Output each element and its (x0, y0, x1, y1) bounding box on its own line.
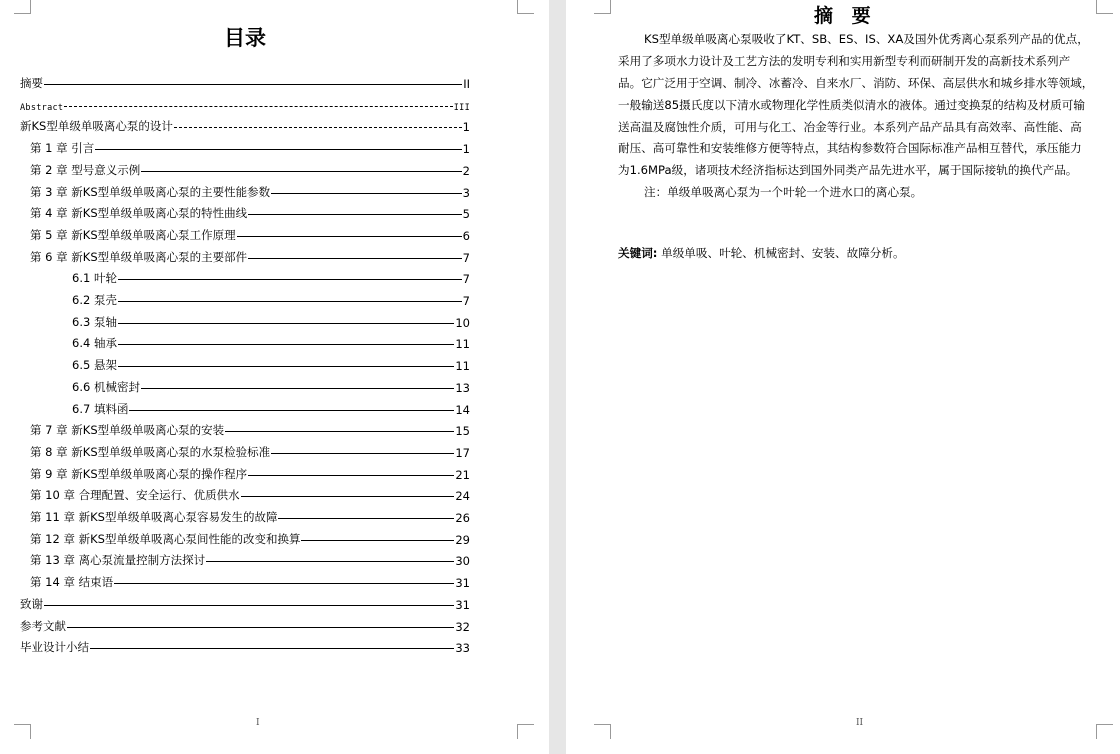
toc-entry-page: III (453, 102, 470, 113)
page-corner-mark (594, 0, 611, 14)
toc-entry[interactable] (20, 637, 470, 655)
toc-entry[interactable] (30, 529, 470, 547)
toc-entry[interactable] (30, 182, 470, 200)
abstract-line: 送高温及腐蚀性介质，可用与化工、冶金等行业。本系列产品产品具有高效率、高性能、高 (618, 120, 1082, 134)
toc-entry[interactable] (30, 225, 470, 243)
toc-entry-label: 第 5 章 新KS型单级单吸离心泵工作原理 (30, 227, 236, 242)
abstract-line: 品。它广泛用于空调、制冷、冰蓄冷、自来水厂、消防、环保、高层供水和城乡排水等领域， (618, 76, 1094, 90)
toc-entry-page: 10 (455, 315, 470, 330)
toc-entry-label: 6.7 填料函 (72, 401, 129, 416)
toc-entry-label: 第 10 章 合理配置、安全运行、优质供水 (30, 488, 240, 503)
toc-leader (67, 627, 454, 628)
toc-leader (64, 106, 452, 107)
toc-entry[interactable] (30, 138, 470, 156)
toc-leader (118, 301, 462, 302)
toc-entry[interactable] (30, 572, 470, 590)
toc-entry-page: 29 (455, 532, 470, 547)
toc-entry-label: 第 3 章 新KS型单级单吸离心泵的主要性能参数 (30, 184, 271, 199)
keywords-text: 单级单吸、叶轮、机械密封、安装、故障分析。 (661, 246, 905, 260)
toc-entry-label: 第 12 章 新KS型单级单吸离心泵间性能的改变和换算 (30, 531, 301, 546)
toc-entry-label: 第 13 章 离心泵流量控制方法探讨 (30, 553, 206, 568)
toc-entry-label: 第 7 章 新KS型单级单吸离心泵的安装 (30, 423, 225, 438)
toc-leader (248, 475, 454, 476)
page-corner-mark (517, 0, 534, 14)
abstract-line: 注：单级单吸离心泵为一个叶轮一个进水口的离心泵。 (644, 185, 923, 199)
toc-entry-page: 21 (455, 467, 470, 482)
toc-entry-page: 32 (455, 619, 470, 634)
toc-entry-page: 24 (455, 489, 470, 504)
toc-entry-label: 第 14 章 结束语 (30, 575, 114, 590)
toc-entry[interactable] (20, 594, 470, 612)
toc-entry-label: 第 8 章 新KS型单级单吸离心泵的水泵检验标准 (30, 444, 271, 459)
toc-entry-label: 毕业设计小结 (20, 640, 89, 655)
abstract-title: 摘 要 (814, 5, 877, 27)
toc-entry-page: 31 (455, 597, 470, 612)
abstract-page (566, 0, 1120, 754)
page-number: II (856, 718, 864, 728)
toc-entry[interactable] (72, 355, 470, 373)
toc-entry-label: 致谢 (20, 596, 43, 611)
toc-entry-page: II (463, 77, 470, 91)
toc-leader (248, 214, 462, 215)
toc-entry-label: Abstract (20, 102, 64, 113)
toc-entry[interactable] (30, 550, 470, 568)
toc-leader (271, 453, 454, 454)
toc-entry[interactable] (72, 333, 470, 351)
toc-entry[interactable] (20, 116, 470, 134)
toc-entry-page: 11 (455, 337, 470, 352)
toc-entry-page: 31 (455, 576, 470, 591)
toc-entry-label: 6.2 泵壳 (72, 293, 117, 307)
toc-entry-label: 摘要 (20, 76, 43, 90)
toc-entry-page: 13 (455, 380, 470, 395)
toc-leader (129, 410, 454, 411)
toc-leader (118, 323, 454, 324)
toc-entry-page: 1 (462, 120, 470, 135)
toc-leader (118, 279, 462, 280)
toc-entry[interactable] (20, 616, 470, 634)
toc-leader (225, 431, 454, 432)
toc-entry[interactable] (30, 464, 470, 482)
toc-entry-label: 第 2 章 型号意义示例 (30, 162, 141, 177)
abstract-line: KS型单级单吸离心泵吸收了KT、SB、ES、IS、XA及国外优秀离心泵系列产品的优点， (644, 32, 1089, 46)
toc-leader (90, 648, 454, 649)
toc-entry-label: 第 11 章 新KS型单级单吸离心泵容易发生的故障 (30, 510, 278, 524)
toc-entry-label: 新KS型单级单吸离心泵的设计 (20, 119, 173, 134)
page-corner-mark (517, 724, 534, 739)
page-corner-mark (14, 724, 31, 739)
toc-entry-page: 26 (455, 511, 470, 525)
toc-leader (271, 193, 462, 194)
toc-entry-page: 6 (462, 228, 470, 243)
toc-title: 目录 (224, 26, 266, 50)
abstract-line: 耐压、高可靠性和安装维修方便等特点，其结构参数符合国际标准产品相互替代，承压能力 (618, 141, 1082, 155)
toc-leader (237, 236, 462, 237)
toc-leader (206, 561, 454, 562)
toc-entry-label: 6.4 轴承 (72, 336, 117, 351)
toc-entry[interactable] (72, 377, 470, 395)
toc-entry-page: 7 (462, 272, 470, 287)
toc-entry-label: 6.5 悬架 (72, 358, 117, 373)
abstract-line: 为1.6MPa级，诸项技术经济指标达到国外同类产品先进水平，属于国际接轨的换代产品。 (618, 163, 1078, 177)
page-corner-mark (1096, 724, 1113, 739)
toc-entry-page: 33 (455, 641, 470, 656)
toc-leader (118, 366, 454, 367)
abstract-line: 一般输送85摄氏度以下清水或物理化学性质类似清水的液体。通过变换泵的结构及材质可输 (618, 98, 1085, 112)
toc-entry[interactable] (30, 247, 470, 265)
toc-entry[interactable] (20, 73, 470, 91)
toc-leader (114, 583, 454, 584)
page-corner-mark (594, 724, 611, 739)
toc-entry[interactable] (72, 312, 470, 330)
toc-entry[interactable] (30, 442, 470, 460)
toc-entry-label: 第 4 章 新KS型单级单吸离心泵的特性曲线 (30, 206, 248, 221)
toc-entry-label: 第 1 章 引言 (30, 141, 95, 156)
keywords (618, 245, 905, 261)
toc-entry-page: 11 (455, 359, 470, 374)
abstract-line: 采用了多项水力设计及工艺方法的发明专利和实用新型专利而研制开发的高新技术系列产 (618, 54, 1071, 68)
toc-entry[interactable] (72, 268, 470, 286)
toc-entry[interactable] (72, 290, 470, 308)
toc-leader (44, 84, 462, 85)
toc-entry[interactable] (30, 420, 470, 438)
toc-leader (44, 605, 454, 606)
toc-entry-label: 6.3 泵轴 (72, 314, 117, 329)
toc-page (0, 0, 549, 754)
toc-leader (278, 518, 454, 519)
toc-leader (248, 258, 462, 259)
toc-entry-page: 7 (462, 294, 470, 308)
toc-leader (141, 171, 461, 172)
page-number: I (256, 718, 260, 728)
page-corner-mark (1096, 0, 1113, 14)
toc-entry-page: 15 (455, 424, 470, 439)
toc-leader (95, 149, 461, 150)
toc-entry-page: 14 (455, 402, 470, 417)
toc-entry[interactable] (30, 160, 470, 178)
toc-entry[interactable] (30, 203, 470, 221)
toc-leader (241, 496, 455, 497)
page-corner-mark (14, 0, 31, 14)
toc-entry[interactable] (20, 95, 470, 113)
toc-entry-label: 第 6 章 新KS型单级单吸离心泵的主要部件 (30, 249, 248, 264)
keywords-label: 关键词: (618, 246, 658, 260)
toc-entry-page: 2 (462, 163, 470, 178)
toc-entry[interactable] (72, 399, 470, 417)
toc-entry-label: 6.6 机械密封 (72, 379, 140, 394)
toc-entry-label: 6.1 叶轮 (72, 271, 117, 286)
toc-entry-page: 7 (462, 250, 470, 265)
toc-entry-page: 30 (455, 554, 470, 569)
toc-entry-label: 第 9 章 新KS型单级单吸离心泵的操作程序 (30, 466, 248, 481)
toc-leader (174, 127, 462, 128)
toc-entry-page: 5 (462, 207, 470, 222)
toc-entry-label: 参考文献 (20, 618, 66, 633)
toc-leader (301, 540, 454, 541)
toc-entry-page: 17 (455, 445, 470, 460)
toc-entry-page: 1 (462, 142, 470, 157)
toc-leader (141, 388, 454, 389)
toc-entry[interactable] (30, 485, 470, 503)
toc-entry-page: 3 (462, 185, 470, 200)
toc-leader (118, 344, 454, 345)
toc-entry[interactable] (30, 507, 470, 525)
